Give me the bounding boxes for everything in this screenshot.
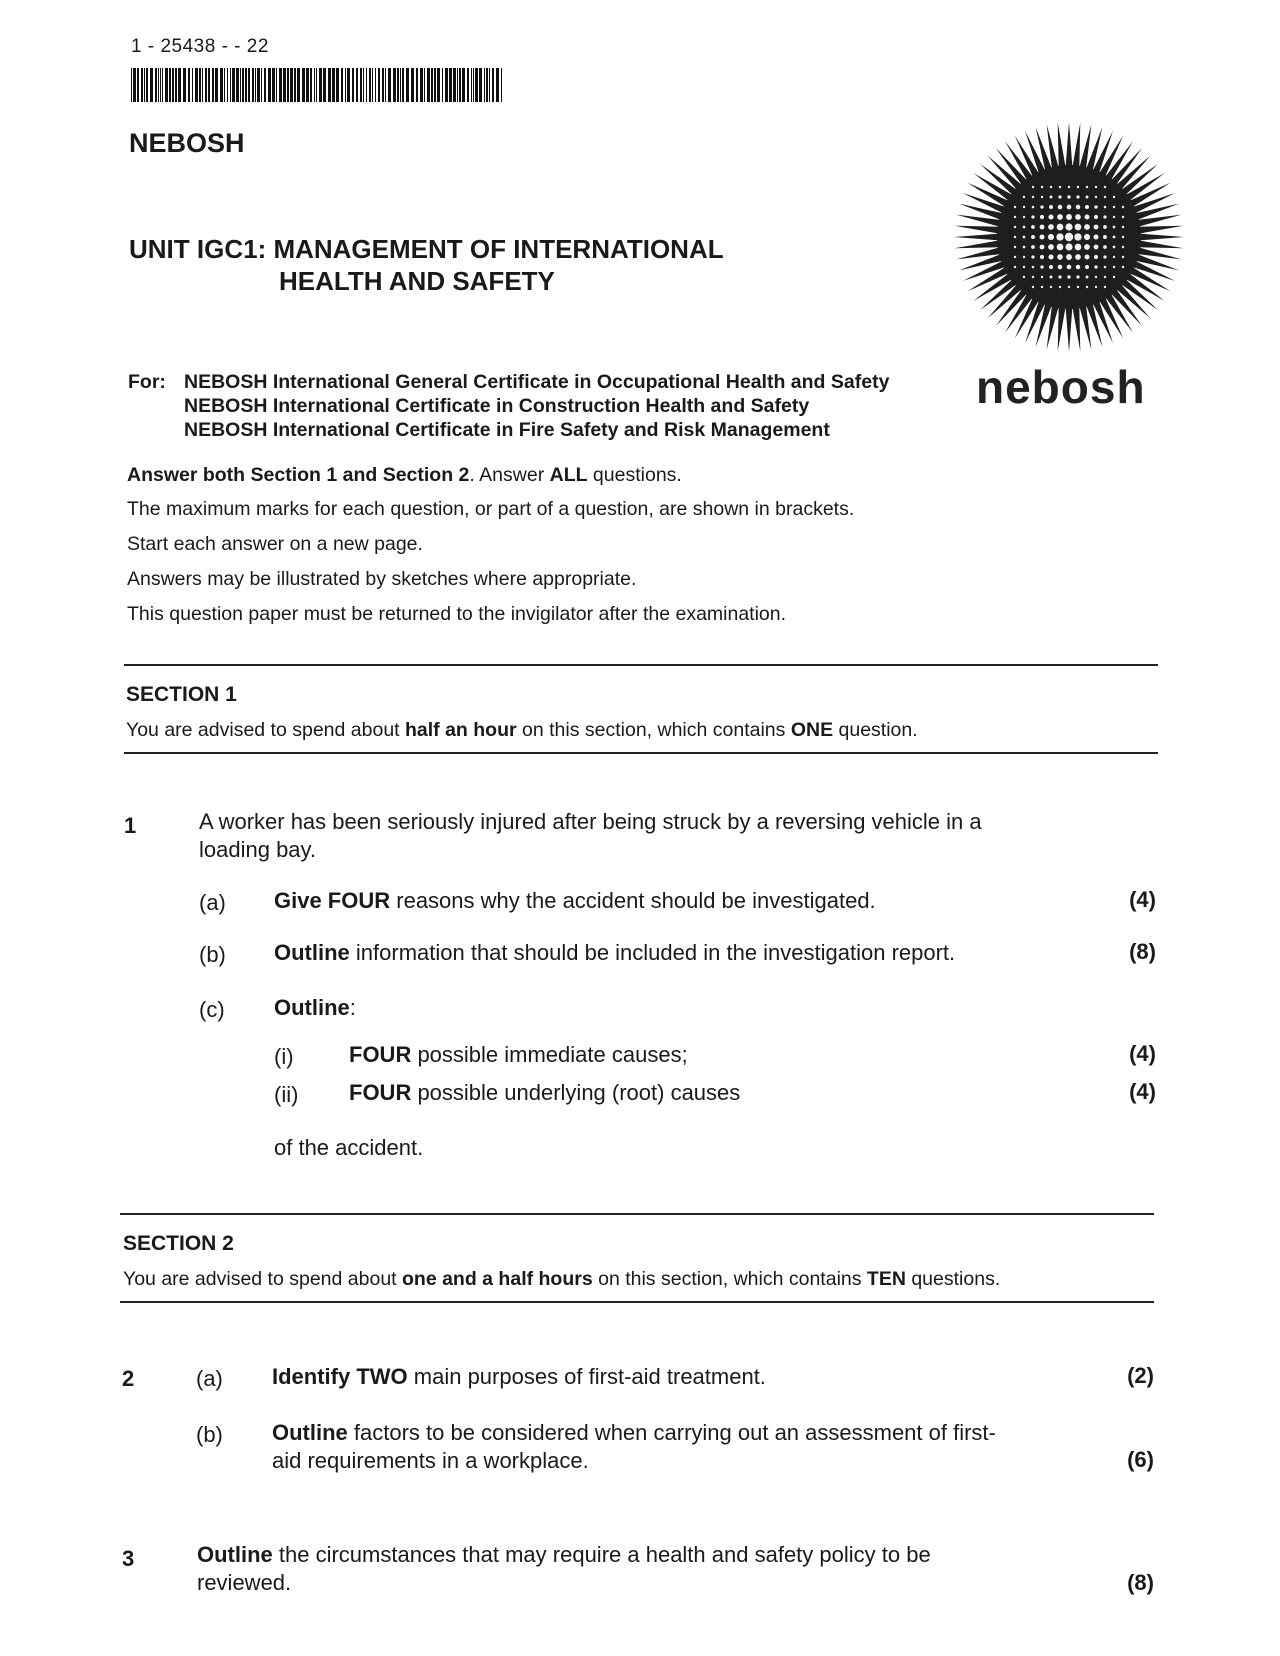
part-label: (a) [199,890,226,915]
instruction-line: Start each answer on a new page. [127,533,423,555]
section2-note: You are advised to spend about one and a half hours on this section, which contains TEN questions. [123,1268,1001,1290]
marks: (8) [1127,1570,1154,1595]
certificate-item: NEBOSH International Certificate in Fire Safety and Risk Management [184,419,830,441]
unit-title-line2: HEALTH AND SAFETY [279,266,555,296]
marks: (8) [1129,939,1156,964]
nebosh-logo-icon [952,120,1186,354]
part-text: Outline information that should be included in the investigation report. [274,940,956,965]
instruction-line: Answer both Section 1 and Section 2. Answer ALL questions. [127,464,682,486]
divider [124,752,1158,754]
certificate-item: NEBOSH International General Certificate in Occupational Health and Safety [184,371,890,393]
section1-title: SECTION 1 [126,683,237,706]
part-label: (c) [199,997,225,1022]
part-text: Give FOUR reasons why the accident should be investigated. [274,888,876,913]
instruction-line: The maximum marks for each question, or part of a question, are shown in brackets. [127,498,855,520]
part-text: Outline factors to be considered when carrying out an assessment of first- aid requirements in a workplace. [272,1420,996,1473]
question-stem: A worker has been seriously injured after being struck by a reversing vehicle in a loading bay. [199,809,982,862]
divider [120,1301,1154,1303]
subpart-text: FOUR possible immediate causes; [349,1042,688,1067]
org-heading: NEBOSH [129,128,245,158]
certificate-item: NEBOSH International Certificate in Construction Health and Safety [184,395,810,417]
divider [124,664,1158,666]
marks: (4) [1129,1079,1156,1104]
part-label: (b) [196,1422,223,1447]
part-label: (b) [199,942,226,967]
for-label: For: [128,371,166,393]
question-number: 3 [122,1546,135,1571]
subpart-label: (i) [274,1044,294,1069]
part-text: Identify TWO main purposes of first-aid treatment. [272,1364,766,1389]
instruction-line: Answers may be illustrated by sketches where appropriate. [127,568,637,590]
question-number: 2 [122,1366,135,1391]
divider [120,1213,1154,1215]
instruction-line: This question paper must be returned to the invigilator after the examination. [127,603,787,625]
marks: (4) [1129,887,1156,912]
marks: (6) [1127,1447,1154,1472]
subpart-text: FOUR possible underlying (root) causes [349,1080,741,1105]
unit-title-line1: UNIT IGC1: MANAGEMENT OF INTERNATIONAL [129,234,724,264]
question-stem: Outline the circumstances that may require a health and safety policy to be reviewed. [197,1542,931,1595]
marks: (2) [1127,1363,1154,1388]
part-label: (a) [196,1366,223,1391]
question-number: 1 [124,813,137,838]
section1-note: You are advised to spend about half an hour on this section, which contains ONE question. [126,719,918,741]
part-text: Outline: [274,995,356,1020]
section2-title: SECTION 2 [123,1232,234,1255]
reference-number: 1 - 25438 - - 22 [131,36,269,57]
marks: (4) [1129,1041,1156,1066]
subpart-label: (ii) [274,1082,299,1107]
logo-wordmark: nebosh [976,361,1146,413]
barcode [131,68,505,102]
part-tail: of the accident. [274,1135,424,1160]
